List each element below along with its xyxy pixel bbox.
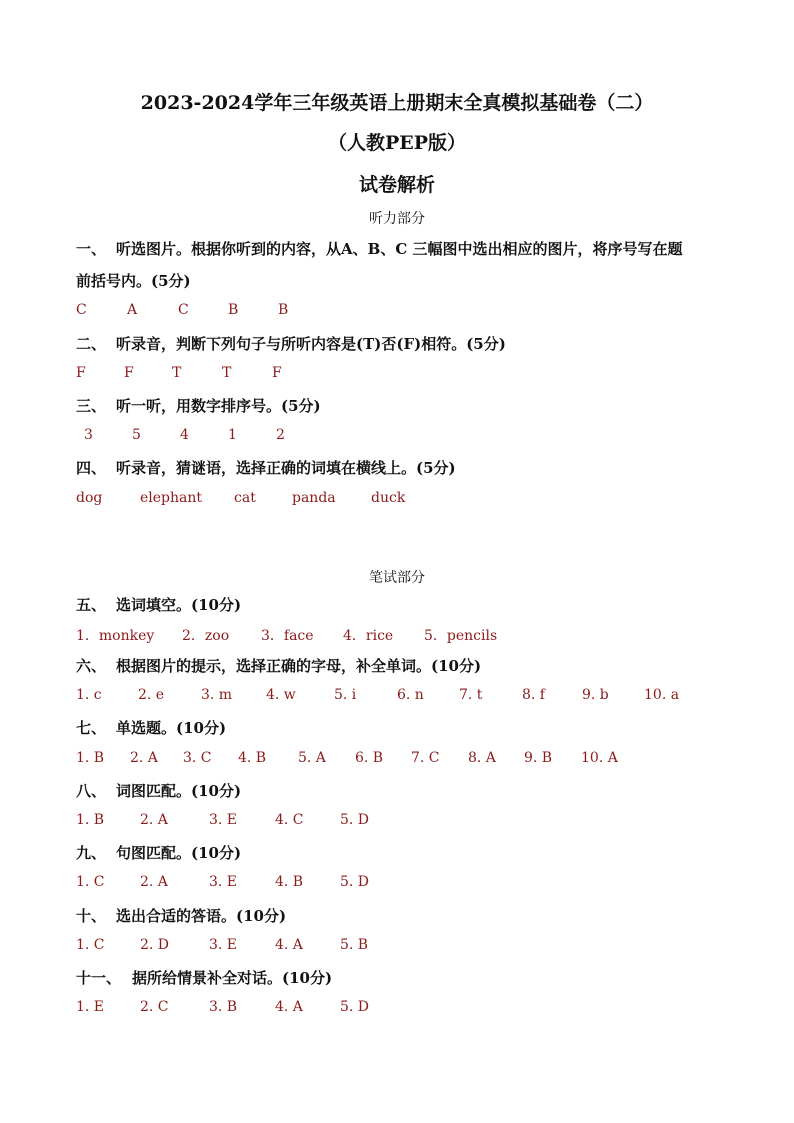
- answer: 6. B: [355, 750, 384, 766]
- question-number: 六、: [76, 657, 107, 675]
- answer: 4. B: [275, 874, 304, 890]
- question-number: 七、: [76, 719, 107, 737]
- answer: 2. e: [138, 687, 165, 703]
- answer: 5: [132, 427, 141, 443]
- question-7-prompt: [76, 717, 226, 738]
- answer: 7. C: [411, 750, 440, 766]
- answer: elephant: [140, 490, 203, 506]
- answer: C: [178, 302, 189, 318]
- answer: F: [76, 365, 86, 381]
- answer: T: [172, 365, 182, 381]
- answer: 5. D: [340, 812, 370, 828]
- question-3-prompt: [76, 395, 321, 416]
- answer: 10. a: [644, 687, 680, 703]
- listening-part-label: 听力部分: [369, 211, 425, 227]
- answer: 10. A: [581, 750, 618, 766]
- answer: 2. C: [140, 999, 169, 1015]
- answer: 1: [228, 427, 237, 443]
- answer: 5. A: [298, 750, 326, 766]
- answer: 3. E: [209, 874, 238, 890]
- question-9-prompt: [76, 842, 241, 863]
- question-number: 八、: [76, 782, 107, 800]
- answer: 1. c: [76, 687, 102, 703]
- answer: 1. B: [76, 750, 105, 766]
- question-10-prompt: [76, 905, 286, 926]
- question-text: 句图匹配。(10分): [116, 844, 242, 862]
- answer: 8. A: [468, 750, 496, 766]
- answer: 3．face: [261, 628, 314, 644]
- answer: 2. D: [140, 937, 170, 953]
- question-number: 十一、: [76, 969, 122, 987]
- answer: B: [278, 302, 289, 318]
- question-number: 九、: [76, 844, 107, 862]
- answer: C: [76, 302, 87, 318]
- question-text: 听录音，猜谜语，选择正确的词填在横线上。(5分): [116, 459, 456, 477]
- answer: 2: [276, 427, 285, 443]
- answer: 1. C: [76, 874, 105, 890]
- answer: 5．pencils: [424, 628, 498, 644]
- answer: 9. b: [582, 687, 609, 703]
- question-number: 十、: [76, 907, 107, 925]
- answer: dog: [76, 490, 103, 506]
- question-text: 听录音，判断下列句子与所听内容是(T)否(F)相符。(5分): [116, 335, 506, 353]
- answer: cat: [234, 490, 256, 506]
- answer: 3. C: [183, 750, 212, 766]
- question-text: 词图匹配。(10分): [116, 782, 242, 800]
- question-8-prompt: [76, 780, 241, 801]
- answer: B: [228, 302, 239, 318]
- answer: 2. A: [130, 750, 158, 766]
- document-title: 2023-2024学年三年级英语上册期末全真模拟基础卷（二）: [140, 92, 654, 114]
- answer: 1. E: [76, 999, 105, 1015]
- answer: 3. B: [209, 999, 238, 1015]
- question-6-prompt: [76, 655, 481, 676]
- answer: 4. C: [275, 812, 304, 828]
- question-text: 选词填空。(10分): [116, 596, 242, 614]
- question-text: 据所给情景补全对话。(10分): [132, 969, 333, 987]
- answer: 4．rice: [343, 628, 394, 644]
- answer: 1. C: [76, 937, 105, 953]
- question-text: 根据图片的提示，选择正确的字母，补全单词。(10分): [116, 657, 482, 675]
- answer: panda: [292, 490, 336, 506]
- answer: 4. w: [266, 687, 296, 703]
- answer: 1. B: [76, 812, 105, 828]
- question-1-prompt: [76, 238, 682, 259]
- answer: 5. B: [340, 937, 369, 953]
- answer: 4. B: [238, 750, 267, 766]
- answer: A: [127, 302, 138, 318]
- answer: 3: [84, 427, 93, 443]
- answer: 6. n: [397, 687, 424, 703]
- question-2-prompt: [76, 333, 506, 354]
- answer: 8. f: [522, 687, 545, 703]
- section-heading: 试卷解析: [358, 174, 435, 196]
- answer: 4. A: [275, 999, 303, 1015]
- answer: T: [222, 365, 232, 381]
- answer: 4: [180, 427, 189, 443]
- answer: 3. E: [209, 812, 238, 828]
- question-number: 二、: [76, 335, 107, 353]
- answer: 4. A: [275, 937, 303, 953]
- answer: 3. m: [201, 687, 233, 703]
- answer: 1．monkey: [76, 628, 155, 644]
- question-text: 听一听，用数字排序号。(5分): [116, 397, 321, 415]
- question-number: 一、: [76, 240, 107, 258]
- answer: 7. t: [459, 687, 483, 703]
- answer: 2．zoo: [182, 628, 230, 644]
- question-text: 听选图片。根据你听到的内容，从A、B、C 三幅图中选出相应的图片，将序号写在题: [116, 240, 683, 258]
- question-11-prompt: [76, 967, 332, 988]
- answer: duck: [371, 490, 406, 506]
- answer: F: [124, 365, 134, 381]
- question-number: 四、: [76, 459, 107, 477]
- question-number: 五、: [76, 596, 107, 614]
- question-text: 选出合适的答语。(10分): [116, 907, 287, 925]
- answer: F: [272, 365, 282, 381]
- answer: 3. E: [209, 937, 238, 953]
- question-1-prompt-continued: 前括号内。(5分): [76, 272, 191, 290]
- answer: 2. A: [140, 874, 168, 890]
- question-4-prompt: [76, 457, 456, 478]
- answer: 5. i: [334, 687, 357, 703]
- question-5-prompt: [76, 594, 241, 615]
- answer: 5. D: [340, 874, 370, 890]
- question-number: 三、: [76, 397, 107, 415]
- document-subtitle: （人教PEP版）: [327, 132, 467, 154]
- question-text: 单选题。(10分): [116, 719, 227, 737]
- answer: 2. A: [140, 812, 168, 828]
- answer: 5. D: [340, 999, 370, 1015]
- writing-part-label: 笔试部分: [369, 570, 425, 586]
- answer: 9. B: [524, 750, 553, 766]
